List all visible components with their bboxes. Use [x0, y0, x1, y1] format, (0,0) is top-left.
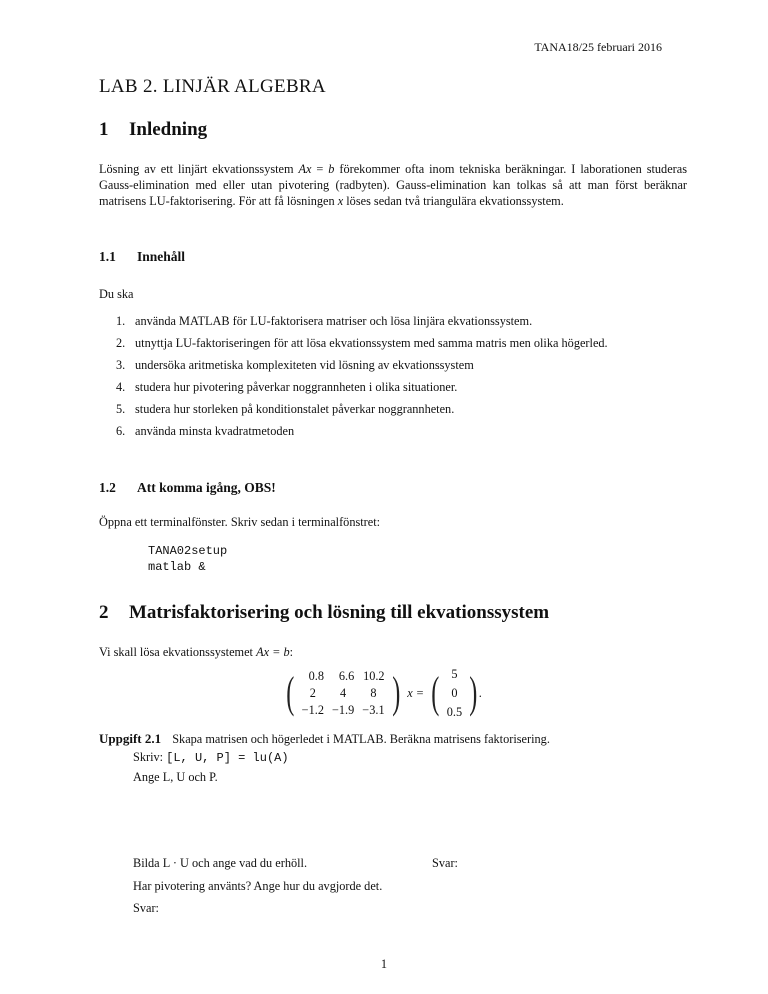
text-run: Lösning av ett linjärt ekvationssystem [99, 162, 299, 176]
text-run: : [289, 645, 294, 659]
math-ax: Ax [298, 162, 312, 176]
matrix-row [298, 668, 389, 685]
list-item [116, 379, 686, 395]
rhs-vector [443, 664, 466, 723]
item-text: undersöka aritmetiska komplexiteten vid lösning av ekvationssystem [135, 358, 474, 372]
list-item [116, 401, 686, 417]
item-text: studera hur pivotering påverkar noggrannheten i olika situationer. [135, 380, 458, 394]
right-paren: ) [469, 668, 478, 717]
section-title: Innehåll [137, 249, 186, 264]
section-number: 1.1 [99, 249, 116, 264]
text-run: = [311, 162, 329, 176]
section-title: Inledning [129, 119, 208, 140]
section-number: 1 [99, 119, 109, 140]
intro-paragraph [99, 161, 687, 209]
item-number: 3. [116, 358, 126, 372]
bilda-line: Bilda L · U och ange vad du erhöll. [133, 856, 308, 870]
item-text: utnyttja LU-faktoriseringen för att lösa ekvationssystem med samma matris men olika högerled. [135, 336, 608, 350]
task-label: Uppgift 2.1 [99, 731, 162, 746]
code-line: matlab & [148, 560, 206, 574]
matrix-cell: −1.2 [301, 702, 324, 717]
math-x: x [337, 194, 344, 208]
section-number: 1.2 [99, 480, 116, 495]
section-2-heading [99, 602, 549, 624]
section-1-1-heading [99, 249, 185, 265]
contents-intro: Du ska [99, 287, 134, 301]
task-2-1 [99, 731, 550, 747]
section-1-2-heading [99, 480, 276, 496]
code-block [148, 543, 227, 575]
matrix-row [298, 702, 389, 719]
item-text: använda minsta kvadratmetoden [135, 424, 295, 438]
item-number: 6. [116, 424, 126, 438]
task-text: Skapa matrisen och högerledet i MATLAB. Beräkna matrisens faktorisering. [172, 732, 550, 746]
period: . [478, 685, 482, 700]
section-1-heading [99, 119, 207, 141]
ange-line: Ange L, U och P. [133, 770, 218, 784]
right-paren: ) [391, 668, 400, 717]
code-line: TANA02setup [148, 544, 228, 558]
list-item [116, 335, 686, 351]
skriv-label: Skriv: [133, 750, 167, 764]
list-item [116, 357, 686, 373]
matrix-cell: −1.9 [331, 702, 355, 717]
left-paren: ( [431, 668, 440, 717]
matlab-command: [L, U, P] = lu(A) [166, 751, 289, 765]
item-number: 4. [116, 380, 126, 394]
coefficient-matrix [298, 668, 389, 719]
item-text: använda MATLAB för LU-faktorisera matriser och lösa linjära ekvationssystem. [135, 314, 533, 328]
vector-cell: 5 [451, 666, 458, 681]
item-number: 2. [116, 336, 126, 350]
page-number: 1 [380, 957, 388, 971]
lab-title: LAB 2. LINJÄR ALGEBRA [99, 76, 326, 97]
matrix-row [298, 685, 389, 702]
math-b: b [328, 162, 335, 176]
answer-label: Svar: [432, 856, 458, 870]
item-number: 1. [116, 314, 126, 328]
x-equals: x = [407, 685, 425, 700]
matrix-cell: −3.1 [362, 702, 385, 717]
section-title: Matrisfaktorisering och lösning till ekvationssystem [129, 602, 550, 623]
item-number: 5. [116, 402, 126, 416]
matrix-cell: 4 [340, 685, 347, 700]
section-number: 2 [99, 602, 109, 623]
running-header: TANA18/25 februari 2016 [534, 40, 662, 54]
list-item [116, 423, 686, 439]
text-run: löses sedan två triangulära ekvationssystem. [343, 194, 564, 208]
terminal-instruction: Öppna ett terminalfönster. Skriv sedan i terminalfönstret: [99, 515, 381, 529]
math-equation: Ax = b [256, 645, 290, 659]
vector-cell: 0 [451, 685, 458, 700]
matrix-cell: 2 [309, 685, 316, 700]
skriv-line [133, 750, 289, 765]
section-title: Att komma igång, OBS! [137, 480, 276, 495]
text-run: Vi skall lösa ekvationssystemet [99, 645, 257, 659]
left-paren: ( [286, 668, 295, 717]
vector-cell: 0.5 [446, 704, 463, 719]
matrix-cell: 6.6 [338, 668, 355, 683]
text-run: förekommer ofta inom tekniska beräkningar. I laborationen studeras Gauss-elimination med eller utan pivotering (radbyten). Gauss-elimination kan tolkas så att man först beräknar matrisens LU-faktorisering. För att få lösningen [99, 162, 688, 208]
list-item [116, 313, 686, 329]
matrix-equation [283, 665, 482, 721]
matrix-cell: 10.2 [363, 668, 385, 683]
goals-list [116, 313, 686, 445]
system-intro [99, 644, 687, 660]
pivot-question: Har pivotering använts? Ange hur du avgjorde det. [133, 879, 383, 893]
matrix-cell: 8 [370, 685, 377, 700]
answer-label: Svar: [133, 901, 159, 915]
item-text: studera hur storleken på konditionstalet påverkar noggrannheten. [135, 402, 455, 416]
matrix-cell: 0.8 [308, 668, 324, 683]
